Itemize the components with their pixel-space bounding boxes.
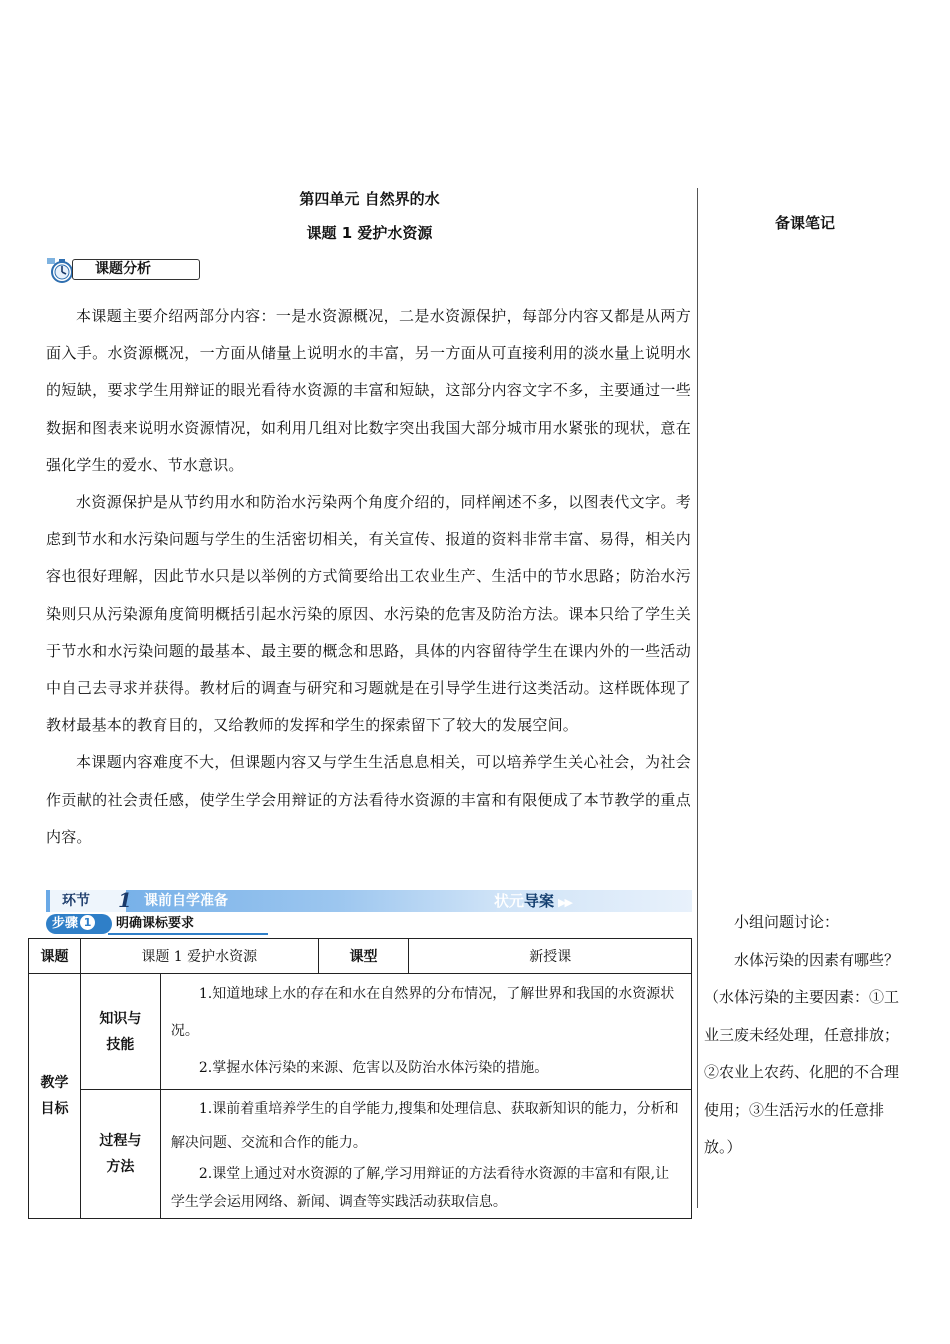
section-banner xyxy=(46,890,692,912)
step-number: 1 xyxy=(80,915,95,930)
curriculum-table xyxy=(28,938,692,1219)
knowledge-content xyxy=(160,974,691,1090)
notes-column-title: 备课笔记 xyxy=(774,214,835,232)
banner-link-number: 1 xyxy=(118,888,132,912)
analysis-paragraph-1: 本课题主要介绍两部分内容：一是水资源概况，二是水资源保护，每部分内容又都是从两方面入手。水资源概况，一方面从储量上说明水的丰富，另一方面从可直接利用的淡水量上说明水的短缺，要求学生用辩证的眼光看待水资源的丰富和短缺，这部分内容文字不多，主要通过一些数据和图表来说明水资源情况，如利用几组对比数字突出我国大部分城市用水紧张的现状，意在强化学生的爱水、节水意识。 xyxy=(46,307,691,474)
analysis-text xyxy=(46,298,691,856)
analysis-paragraph-3: 本课题内容难度不大，但课题内容又与学生生活息息相关，可以培养学生关心社会，为社会作贡献的社会责任感，使学生学会用辩证的方法看待水资源的丰富和有限便成了本节教学的重点内容。 xyxy=(46,753,691,846)
banner-brand-prefix: 状元 xyxy=(494,892,525,910)
table-row xyxy=(29,939,692,974)
knowledge-label: 知识与技能 xyxy=(80,974,160,1090)
banner-link-title: 课前自学准备 xyxy=(144,893,228,909)
side-note-line-1: 小组问题讨论： xyxy=(734,913,840,931)
banner-brand xyxy=(494,890,571,912)
goals-header: 教学目标 xyxy=(29,974,81,1219)
topic-value: 课题 1 爱护水资源 xyxy=(80,939,318,974)
process-label: 过程与方法 xyxy=(80,1090,160,1219)
banner-link-label: 环节 xyxy=(50,890,126,912)
process-item-1: 1.课前着重培养学生的自学能力,搜集和处理信息、获取新知识的能力，分析和解决问题、交流和合作的能力。 xyxy=(170,1101,679,1151)
double-arrow-icon: ▶▶ xyxy=(558,896,571,909)
analysis-badge-label: 课题分析 xyxy=(72,259,200,280)
clock-icon xyxy=(46,256,74,284)
side-note-line-3: （水体污染的主要因素：①工业三废未经处理，任意排放；②农业上农药、化肥的不合理使用；③生活污水的任意排放。） xyxy=(704,988,900,1156)
knowledge-item-1: 1.知道地球上水的存在和水在自然界的分布情况，了解世界和我国的水资源状况。 xyxy=(170,986,675,1039)
step-title: 明确课标要求 xyxy=(116,916,195,931)
side-notes xyxy=(704,904,910,1167)
step-underline xyxy=(108,933,268,935)
lesson-title: 课题 1 爱护水资源 xyxy=(306,224,433,242)
type-header: 课型 xyxy=(318,939,409,974)
step-pill xyxy=(46,914,112,934)
unit-title: 第四单元 自然界的水 xyxy=(299,190,440,208)
table-row xyxy=(29,1090,692,1219)
step-label: 步骤 xyxy=(52,916,79,931)
process-item-2: 2.课堂上通过对水资源的了解,学习用辩证的方法看待水资源的丰富和有限,让学生学会运用网络、新闻、调查等实践活动获取信息。 xyxy=(170,1166,670,1210)
analysis-paragraph-2: 水资源保护是从节约用水和防治水污染两个角度介绍的，同样阐述不多，以图表代文字。考虑到节水和水污染问题与学生的生活密切相关，有关宣传、报道的资料非常丰富、易得，相关内容也很好理解，因此节水只是以举例的方式简要给出工农业生产、生活中的节水思路；防治水污染则只从污染源角度简明概括引起水污染的原因、水污染的危害及防治方法。课本只给了学生关于节水和水污染问题的最基本、最主要的概念和思路，具体的内容留待学生在课内外的一些活动中自己去寻求并获得。教材后的调查与研究和习题就是在引导学生进行这类活动。这样既体现了教材最基本的教育目的，又给教师的发挥和学生的探索留下了较大的发展空间。 xyxy=(46,493,691,735)
step-header xyxy=(46,914,221,934)
process-content xyxy=(160,1090,691,1219)
side-note-line-2: 水体污染的因素有哪些？ xyxy=(734,950,900,969)
column-divider xyxy=(697,188,698,1208)
banner-brand-suffix: 导案 xyxy=(524,892,555,910)
topic-header: 课题 xyxy=(29,939,81,974)
type-value: 新授课 xyxy=(409,939,692,974)
knowledge-item-2: 2.掌握水体污染的来源、危害以及防治水体污染的措施。 xyxy=(198,1060,549,1076)
analysis-badge xyxy=(46,256,158,284)
table-row xyxy=(29,974,692,1090)
